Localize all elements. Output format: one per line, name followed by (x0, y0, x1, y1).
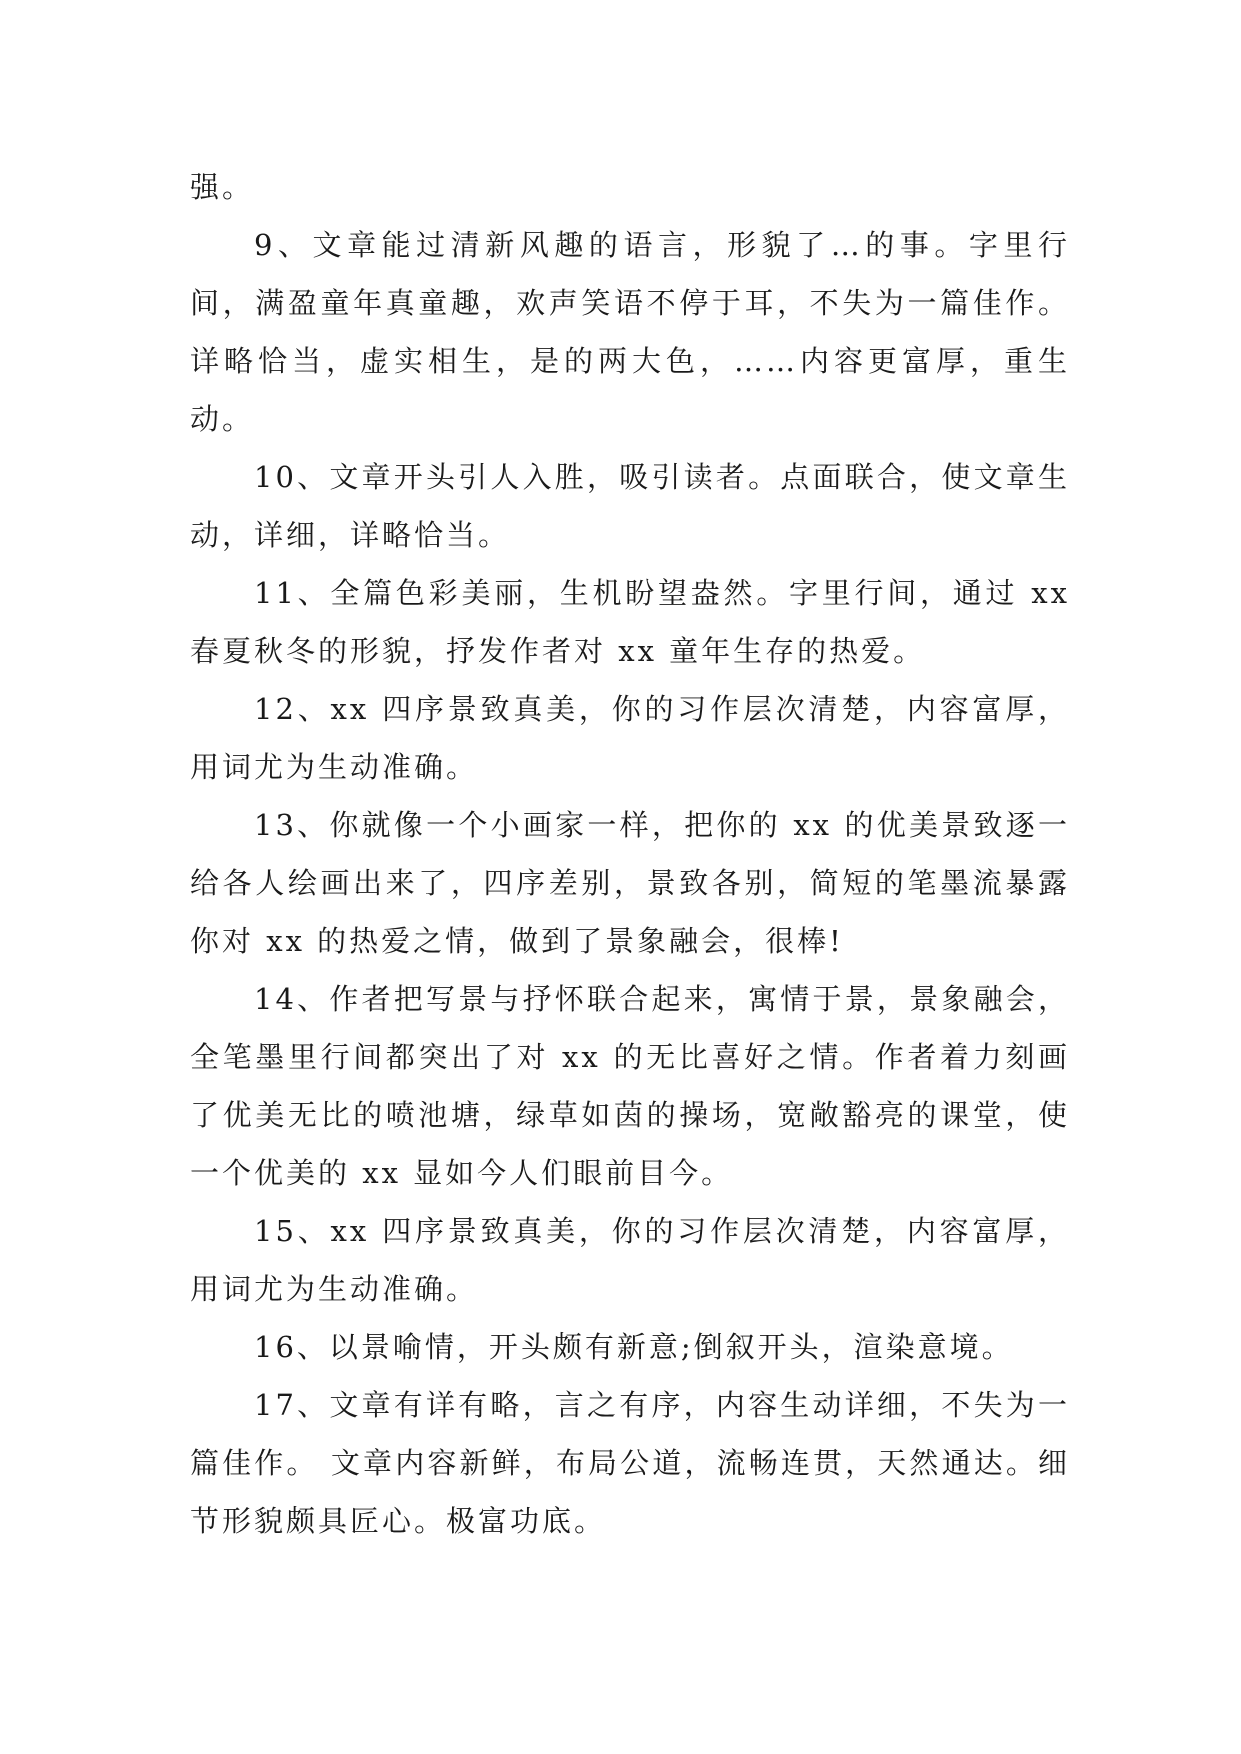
paragraph-17: 17、文章有详有略，言之有序，内容生动详细，不失为一篇佳作。 文章内容新鲜，布局公道，流畅连贯，天然通达。细节形貌颇具匠心。极富功底。 (190, 1388, 1070, 1538)
paragraph-13: 13、你就像一个小画家一样，把你的 xx 的优美景致逐一给各人绘画出来了，四序差别，景致各别，简短的笔墨流暴露你对 xx 的热爱之情，做到了景象融会，很棒! (190, 808, 1070, 958)
paragraph-16: 16、以景喻情，开头颇有新意;倒叙开头，渲染意境。 (254, 1330, 1014, 1364)
paragraph-9: 9、文章能过清新风趣的语言，形貌了…的事。字里行间，满盈童年真童趣，欢声笑语不停于耳，不失为一篇佳作。详略恰当，虚实相生，是的两大色，……内容更富厚，重生动。 (190, 228, 1070, 436)
paragraph-11: 11、全篇色彩美丽，生机盼望盎然。字里行间，通过 xx 春夏秋冬的形貌，抒发作者对 xx 童年生存的热爱。 (190, 576, 1070, 668)
document-body (190, 158, 1070, 1550)
paragraph-10: 10、文章开头引人入胜，吸引读者。点面联合，使文章生动，详细，详略恰当。 (190, 460, 1070, 552)
paragraph-15: 15、xx 四序景致真美，你的习作层次清楚，内容富厚，用词尤为生动准确。 (190, 1214, 1070, 1306)
paragraph-14: 14、作者把写景与抒怀联合起来，寓情于景，景象融会，全笔墨里行间都突出了对 xx 的无比喜好之情。作者着力刻画了优美无比的喷池塘，绿草如茵的操场，宽敞豁亮的课堂，使一个优美的 xx 显如今人们眼前目今。 (190, 982, 1070, 1190)
paragraph-continuation: 强。 (190, 170, 255, 204)
paragraph-12: 12、xx 四序景致真美，你的习作层次清楚，内容富厚，用词尤为生动准确。 (190, 692, 1070, 784)
